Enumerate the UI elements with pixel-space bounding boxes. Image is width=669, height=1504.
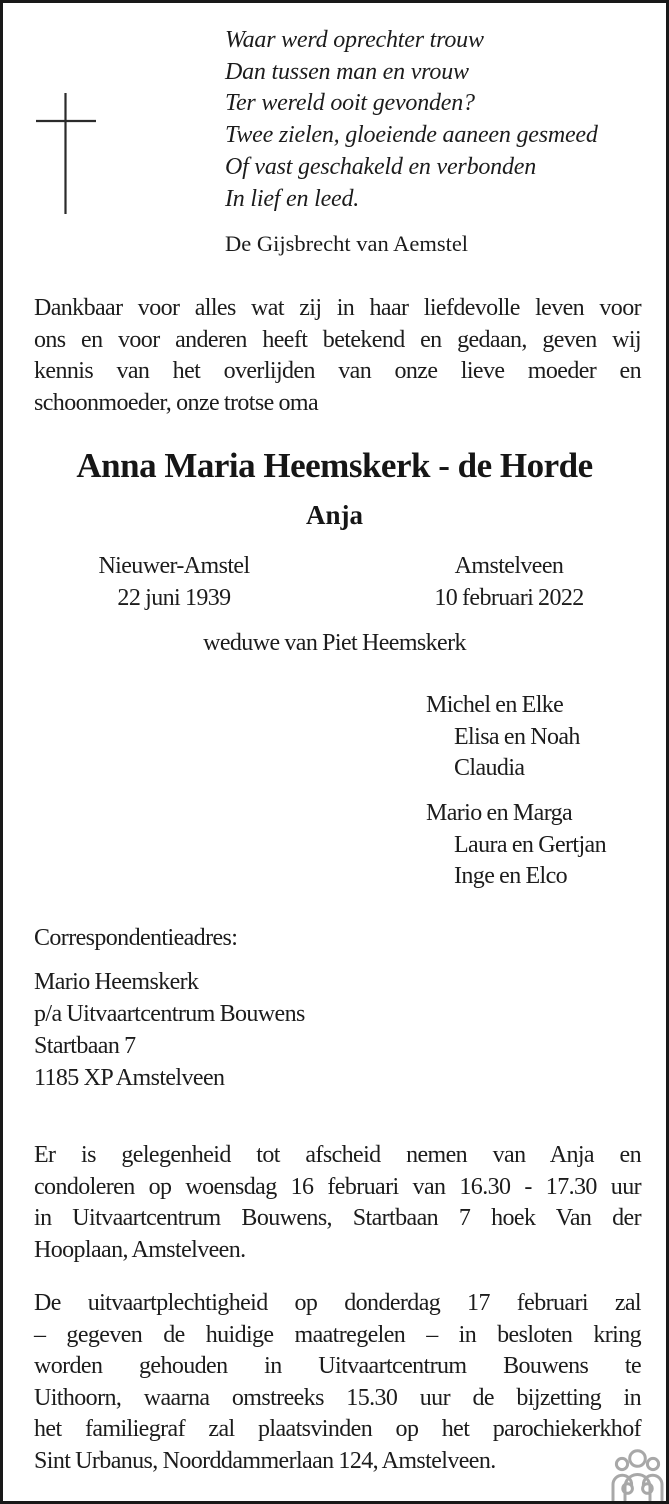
address-line: Startbaan 7 [34, 1033, 136, 1059]
paragraph-line: worden gehouden in Uitvaartcentrum Bouwens te [34, 1353, 641, 1380]
address-line: p/a Uitvaartcentrum Bouwens [34, 1001, 305, 1027]
death-info [369, 551, 649, 614]
widow-line: weduwe van Piet Heemskerk [203, 630, 466, 656]
paragraph-line: in Uitvaartcentrum Bouwens, Startbaan 7 hoek Van der [34, 1205, 641, 1232]
family-group [426, 690, 580, 785]
address-line: 1185 XP Amstelveen [34, 1065, 225, 1091]
family-name-line: Mario en Marga [426, 800, 573, 826]
paragraph-line: Sint Urbanus, Noorddammerlaan 124, Amstelveen. [34, 1447, 496, 1474]
correspondence-label: Correspondentieadres: [34, 925, 238, 951]
birth-date: 22 juni 1939 [117, 584, 231, 611]
paragraph-line: Hooplaan, Amstelveen. [34, 1236, 246, 1263]
poem-line: Waar werd oprechter trouw [225, 27, 484, 53]
poem-line: In lief en leed. [225, 185, 360, 212]
poem-line: Twee zielen, gloeiende aaneen gesmeed [225, 122, 598, 149]
death-place: Amstelveen [454, 553, 564, 579]
deceased-nickname: Anja [305, 500, 363, 530]
family-name-line: Michel en Elke [426, 692, 564, 718]
paragraph-line: het familiegraf zal plaatsvinden op het parochiekerkhof [34, 1416, 641, 1443]
address-line: Mario Heemskerk [34, 969, 199, 995]
service-paragraph [34, 1288, 641, 1478]
poem [225, 25, 598, 215]
paragraph-line: condoleren op woensdag 16 februari van 16.30 - 17.30 uur [34, 1173, 641, 1200]
birth-info [33, 551, 315, 614]
intro-paragraph [34, 293, 641, 419]
family-group [426, 798, 606, 893]
deceased-name: Anna Maria Heemskerk - de Horde [76, 446, 593, 485]
three-people-icon [609, 1447, 666, 1503]
paragraph-line: De uitvaartplechtigheid op donderdag 17 februari zal [34, 1290, 641, 1316]
paragraph-line: ons en voor anderen heeft betekend en gedaan, geven wij [34, 326, 641, 353]
family-name-line: Elisa en Noah [454, 723, 580, 750]
poem-attribution: De Gijsbrecht van Aemstel [225, 231, 469, 256]
paragraph-line: – gegeven de huidige maatregelen – in besloten kring [34, 1321, 641, 1348]
paragraph-line: Uithoorn, waarna omstreeks 15.30 uur de bijzetting in [34, 1384, 641, 1411]
cross-icon [36, 92, 96, 215]
paragraph-line: Dankbaar voor alles wat zij in haar liefdevolle leven voor [34, 295, 641, 321]
farewell-paragraph [34, 1140, 641, 1266]
paragraph-line: kennis van het overlijden van onze lieve moeder en [34, 358, 641, 385]
birth-place: Nieuwer-Amstel [98, 553, 250, 579]
death-date: 10 februari 2022 [434, 584, 584, 611]
paragraph-line: Er is gelegenheid tot afscheid nemen van Anja en [34, 1142, 641, 1168]
poem-line: Dan tussen man en vrouw [225, 58, 469, 85]
paragraph-line: schoonmoeder, onze trotse oma [34, 389, 319, 416]
correspondence-address [34, 966, 305, 1094]
poem-line: Of vast geschakeld en verbonden [225, 153, 537, 180]
family-name-line: Inge en Elco [454, 863, 568, 890]
poem-line: Ter wereld ooit gevonden? [225, 90, 475, 117]
family-name-line: Laura en Gertjan [454, 831, 606, 858]
family-name-line: Claudia [454, 755, 525, 782]
